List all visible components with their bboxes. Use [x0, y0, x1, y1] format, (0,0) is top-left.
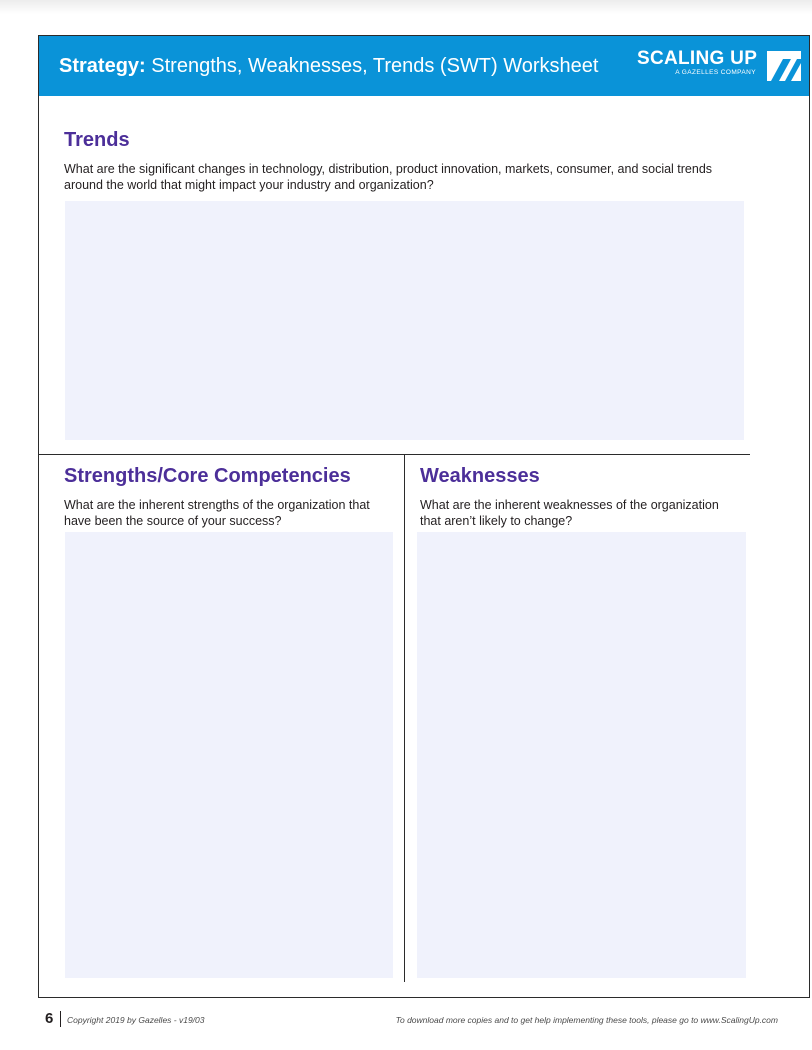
- download-note: To download more copies and to get help implementing these tools, please go to www.ScalingUp.com: [395, 1015, 778, 1025]
- scaling-up-logo: [637, 49, 757, 85]
- trends-prompt: What are the significant changes in technology, distribution, product innovation, markets, consumer, and social trends around the world that might impact your industry and organization?: [64, 162, 713, 192]
- section-divider-horizontal: [39, 454, 750, 455]
- trends-answer-box[interactable]: [65, 201, 744, 440]
- page-number-separator: [60, 1011, 61, 1027]
- weaknesses-title: Weaknesses: [420, 465, 540, 487]
- section-divider-vertical: [404, 455, 405, 982]
- strengths-title: Strengths/Core Competencies: [64, 465, 351, 487]
- page-title: [59, 55, 598, 78]
- logo-name: SCALING UP: [637, 48, 758, 69]
- strengths-prompt: What are the inherent strengths of the organization that have been the source of your success?: [64, 498, 370, 528]
- page-title-lead: Strategy:: [59, 55, 146, 77]
- logo-tagline: A GAZELLES COMPANY: [675, 69, 756, 76]
- trends-title: Trends: [64, 129, 130, 151]
- top-shadow-strip: [0, 0, 812, 14]
- header-banner: [39, 36, 809, 96]
- logo-mark-icon: [767, 51, 801, 81]
- page-number: 6: [45, 1010, 54, 1027]
- strengths-answer-box[interactable]: [65, 532, 393, 978]
- weaknesses-answer-box[interactable]: [417, 532, 746, 978]
- weaknesses-prompt: What are the inherent weaknesses of the organization that aren’t likely to change?: [420, 498, 719, 528]
- copyright-text: Copyright 2019 by Gazelles - v19/03: [67, 1015, 205, 1025]
- page-footer: [0, 1008, 812, 1032]
- page-title-rest: Strengths, Weaknesses, Trends (SWT) Worksheet: [151, 55, 599, 77]
